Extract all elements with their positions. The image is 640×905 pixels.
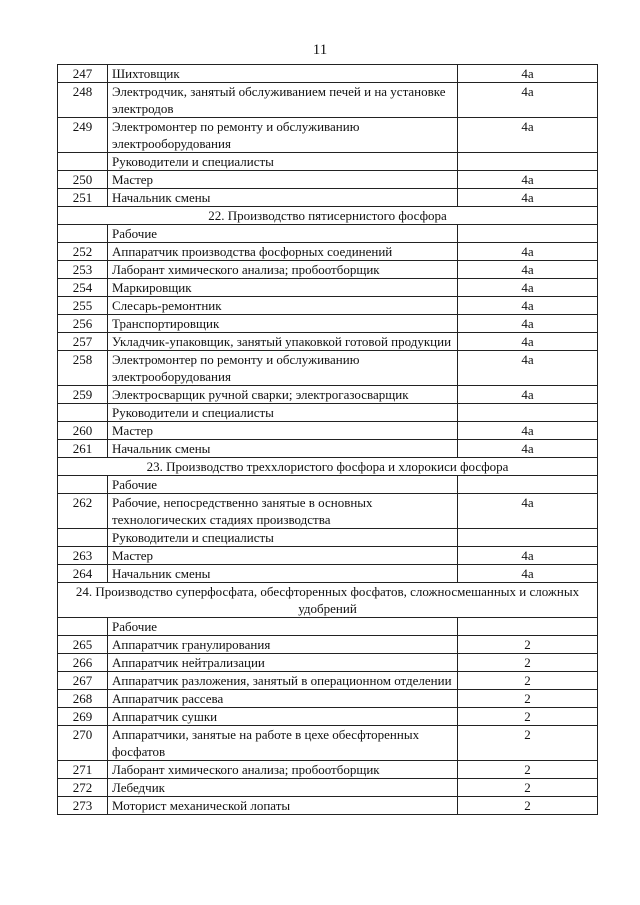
list-category: 4а [458,333,598,351]
section-title: 22. Производство пятисернистого фосфора [58,207,598,225]
row-number: 265 [58,636,108,654]
profession-name: Моторист механической лопаты [108,797,458,815]
profession-name: Мастер [108,171,458,189]
profession-name: Руководители и специалисты [108,529,458,547]
row-number: 272 [58,779,108,797]
profession-name: Мастер [108,422,458,440]
profession-name: Электродчик, занятый обслуживанием печей и на установке электродов [108,83,458,118]
list-category: 4а [458,118,598,153]
row-number: 250 [58,171,108,189]
profession-name: Руководители и специалисты [108,404,458,422]
group-header-row [58,404,598,422]
list-category: 2 [458,797,598,815]
table-row [58,65,598,83]
section-title: 23. Производство треххлористого фосфора и хлорокиси фосфора [58,458,598,476]
profession-name: Слесарь-ремонтник [108,297,458,315]
list-category: 2 [458,708,598,726]
list-category: 4а [458,171,598,189]
list-category: 2 [458,654,598,672]
table-row [58,797,598,815]
list-category: 4а [458,65,598,83]
table-row [58,672,598,690]
profession-name: Лебедчик [108,779,458,797]
table-row [58,690,598,708]
table-row [58,171,598,189]
profession-name: Маркировщик [108,279,458,297]
row-number: 271 [58,761,108,779]
table-row [58,547,598,565]
profession-name: Аппаратчик нейтрализации [108,654,458,672]
row-number: 256 [58,315,108,333]
row-number: 247 [58,65,108,83]
profession-name: Рабочие [108,618,458,636]
profession-table [57,64,598,815]
list-category [458,618,598,636]
table-row [58,297,598,315]
section-header-row [58,583,598,618]
profession-name: Аппаратчик производства фосфорных соединений [108,243,458,261]
list-category [458,404,598,422]
profession-name: Аппаратчик сушки [108,708,458,726]
row-number: 259 [58,386,108,404]
profession-name: Рабочие [108,225,458,243]
profession-name: Начальник смены [108,189,458,207]
list-category: 4а [458,315,598,333]
profession-name: Транспортировщик [108,315,458,333]
profession-name: Руководители и специалисты [108,153,458,171]
list-category [458,476,598,494]
list-category: 2 [458,672,598,690]
list-category: 4а [458,547,598,565]
row-number: 263 [58,547,108,565]
list-category: 4а [458,243,598,261]
table-row [58,333,598,351]
row-number [58,476,108,494]
row-number: 248 [58,83,108,118]
row-number: 269 [58,708,108,726]
section-title: 24. Производство суперфосфата, обесфторенных фосфатов, сложносмешанных и сложных удобрений [58,583,598,618]
profession-name: Рабочие, непосредственно занятые в основных технологических стадиях производства [108,494,458,529]
list-category: 4а [458,494,598,529]
row-number: 262 [58,494,108,529]
profession-name: Аппаратчики, занятые на работе в цехе обесфторенных фосфатов [108,726,458,761]
profession-name: Шихтовщик [108,65,458,83]
table-row [58,422,598,440]
list-category: 2 [458,636,598,654]
table-row [58,440,598,458]
group-header-row [58,225,598,243]
row-number [58,225,108,243]
profession-name: Рабочие [108,476,458,494]
page-number: 11 [312,42,328,58]
profession-name: Электросварщик ручной сварки; электрогазосварщик [108,386,458,404]
row-number [58,529,108,547]
list-category: 2 [458,726,598,761]
list-category: 2 [458,761,598,779]
table-row [58,243,598,261]
list-category: 4а [458,351,598,386]
profession-name: Аппаратчик разложения, занятый в операционном отделении [108,672,458,690]
list-category: 2 [458,779,598,797]
list-category: 4а [458,297,598,315]
table-row [58,779,598,797]
profession-name: Лаборант химического анализа; пробоотборщик [108,261,458,279]
list-category: 4а [458,422,598,440]
table-row [58,636,598,654]
profession-name: Начальник смены [108,565,458,583]
section-header-row [58,207,598,225]
table-row [58,351,598,386]
row-number: 268 [58,690,108,708]
row-number: 260 [58,422,108,440]
row-number: 264 [58,565,108,583]
list-category: 2 [458,690,598,708]
table-row [58,565,598,583]
list-category: 4а [458,565,598,583]
row-number: 254 [58,279,108,297]
row-number [58,618,108,636]
group-header-row [58,618,598,636]
list-category: 4а [458,189,598,207]
row-number [58,153,108,171]
profession-name: Электромонтер по ремонту и обслуживанию электрооборудования [108,351,458,386]
group-header-row [58,153,598,171]
profession-name: Аппаратчик рассева [108,690,458,708]
list-category [458,529,598,547]
row-number: 258 [58,351,108,386]
profession-name: Аппаратчик гранулирования [108,636,458,654]
row-number: 253 [58,261,108,279]
section-header-row [58,458,598,476]
row-number: 270 [58,726,108,761]
table-row [58,83,598,118]
group-header-row [58,476,598,494]
table-row [58,189,598,207]
row-number: 261 [58,440,108,458]
profession-name: Укладчик-упаковщик, занятый упаковкой готовой продукции [108,333,458,351]
list-category: 4а [458,261,598,279]
table-row [58,279,598,297]
table-row [58,761,598,779]
row-number: 267 [58,672,108,690]
row-number [58,404,108,422]
table-row [58,118,598,153]
row-number: 252 [58,243,108,261]
profession-name: Электромонтер по ремонту и обслуживанию электрооборудования [108,118,458,153]
table-row [58,726,598,761]
list-category: 4а [458,440,598,458]
group-header-row [58,529,598,547]
row-number: 249 [58,118,108,153]
list-category: 4а [458,279,598,297]
table-body [58,65,598,815]
table-row [58,261,598,279]
profession-name: Лаборант химического анализа; пробоотборщик [108,761,458,779]
list-category [458,153,598,171]
row-number: 257 [58,333,108,351]
list-category: 4а [458,386,598,404]
row-number: 266 [58,654,108,672]
table-row [58,708,598,726]
row-number: 255 [58,297,108,315]
profession-name: Мастер [108,547,458,565]
list-category: 4а [458,83,598,118]
list-category [458,225,598,243]
table-row [58,654,598,672]
table-row [58,386,598,404]
table-row [58,315,598,333]
table-row [58,494,598,529]
profession-name: Начальник смены [108,440,458,458]
row-number: 273 [58,797,108,815]
row-number: 251 [58,189,108,207]
